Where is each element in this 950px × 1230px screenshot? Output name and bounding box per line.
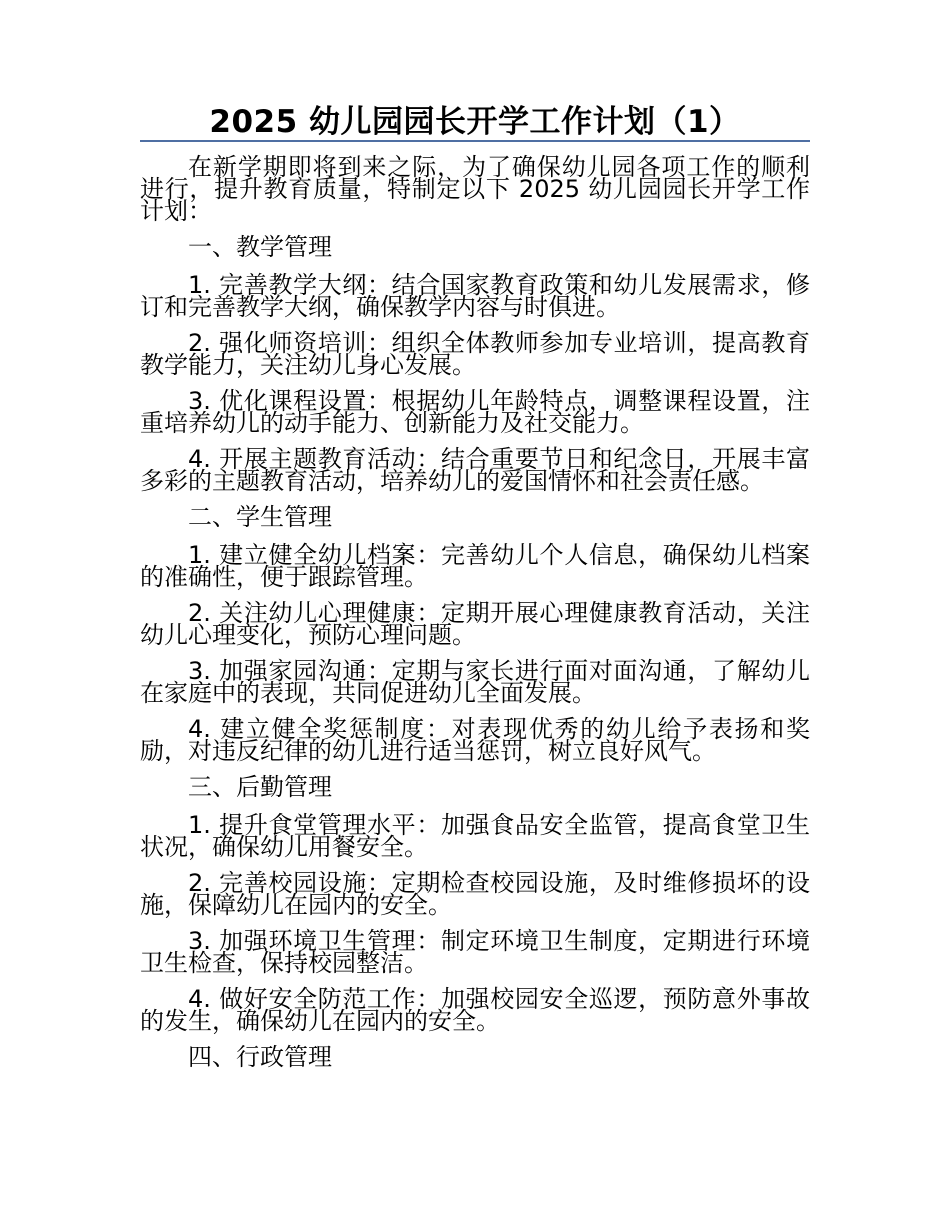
section-heading-teaching: 一、教学管理 (188, 233, 332, 261)
list-item: 1. 提升食堂管理水平：加强食品安全监管，提高食堂卫生状况，确保幼儿用餐安全。 (140, 811, 810, 861)
list-item: 3. 加强家园沟通：定期与家长进行面对面沟通，了解幼儿在家庭中的表现，共同促进幼儿全面发展。 (140, 657, 810, 707)
intro-paragraph: 在新学期即将到来之际，为了确保幼儿园各项工作的顺利进行，提升教育质量，特制定以下 2025 幼儿园园长开学工作计划： (140, 153, 810, 225)
section-heading-administration: 四、行政管理 (188, 1043, 332, 1071)
list-item: 1. 建立健全幼儿档案：完善幼儿个人信息，确保幼儿档案的准确性，便于跟踪管理。 (140, 541, 810, 591)
list-item: 4. 建立健全奖惩制度：对表现优秀的幼儿给予表扬和奖励，对违反纪律的幼儿进行适当惩罚，树立良好风气。 (140, 715, 810, 765)
list-item: 3. 加强环境卫生管理：制定环境卫生制度，定期进行环境卫生检查，保持校园整洁。 (140, 927, 810, 977)
document-page (140, 100, 810, 1084)
list-item: 2. 完善校园设施：定期检查校园设施，及时维修损坏的设施，保障幼儿在园内的安全。 (140, 869, 810, 919)
list-item: 2. 强化师资培训：组织全体教师参加专业培训，提高教育教学能力，关注幼儿身心发展。 (140, 329, 810, 379)
section-heading-students: 二、学生管理 (188, 503, 332, 531)
section-heading-logistics: 三、后勤管理 (188, 773, 332, 801)
list-item: 3. 优化课程设置：根据幼儿年龄特点，调整课程设置，注重培养幼儿的动手能力、创新能力及社交能力。 (140, 387, 810, 437)
list-item: 4. 开展主题教育活动：结合重要节日和纪念日，开展丰富多彩的主题教育活动，培养幼儿的爱国情怀和社会责任感。 (140, 445, 810, 495)
list-item: 4. 做好安全防范工作：加强校园安全巡逻，预防意外事故的发生，确保幼儿在园内的安全。 (140, 985, 810, 1035)
document-title: 2025 幼儿园园长开学工作计划（1） (209, 104, 741, 140)
list-item: 1. 完善教学大纲：结合国家教育政策和幼儿发展需求，修订和完善教学大纲，确保教学内容与时俱进。 (140, 271, 810, 321)
list-item: 2. 关注幼儿心理健康：定期开展心理健康教育活动，关注幼儿心理变化，预防心理问题。 (140, 599, 810, 649)
